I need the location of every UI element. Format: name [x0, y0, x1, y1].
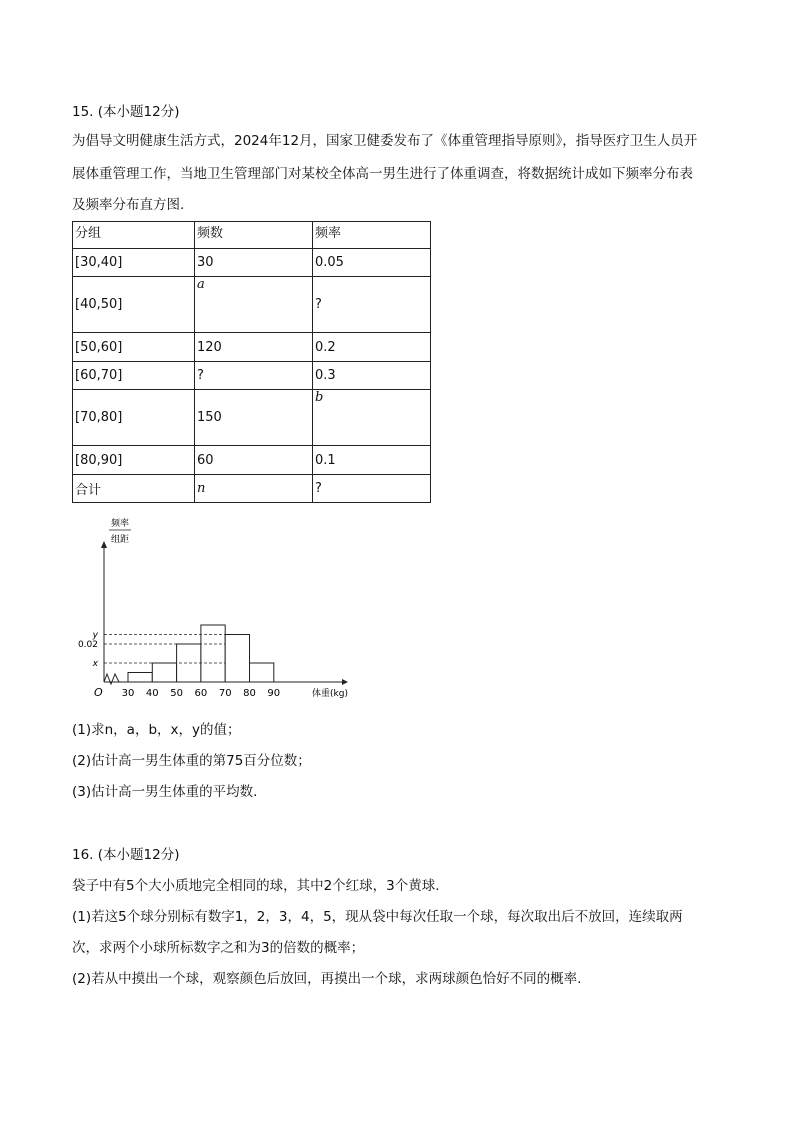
y-tick-label: y [92, 630, 98, 641]
table-row [73, 277, 431, 333]
q15-intro-line-3: 及频率分布直方图. [72, 197, 185, 213]
table-cell: 0.2 [313, 333, 431, 362]
table-cell: a [195, 277, 313, 333]
table-cell: 0.3 [313, 362, 431, 390]
q15-header: 15. (本小题12分) [72, 104, 180, 120]
table-cell: ? [313, 475, 431, 503]
table-cell: 30 [195, 249, 313, 277]
table-row [73, 249, 431, 277]
table-cell: 0.1 [313, 446, 431, 475]
table-cell: 0.05 [313, 249, 431, 277]
table-row [73, 362, 431, 390]
table-cell: [50,60] [73, 333, 195, 362]
table-row [73, 475, 431, 503]
table-cell: 120 [195, 333, 313, 362]
table-row [73, 390, 431, 446]
x-tick-label: 70 [218, 688, 232, 699]
table-cell: [80,90] [73, 446, 195, 475]
table-cell: 合计 [73, 475, 195, 503]
x-tick-label: 30 [121, 688, 135, 699]
histogram-bar [128, 673, 152, 683]
y-axis-arrow [101, 541, 107, 548]
x-axis-label: 体重(kg) [312, 689, 348, 699]
table-cell: [60,70] [73, 362, 195, 390]
table-row [73, 446, 431, 475]
table-cell: 150 [195, 390, 313, 446]
table-row [73, 333, 431, 362]
frequency-table [72, 221, 431, 503]
table-cell: n [195, 475, 313, 503]
table-cell: b [313, 390, 431, 446]
y-tick-label: 0.02 [77, 640, 98, 650]
table-cell: ? [313, 277, 431, 333]
q15-intro-line-1: 为倡导文明健康生活方式，2024年12月，国家卫健委发布了《体重管理指导原则》，指导医疗卫生人员开 [72, 133, 698, 149]
q16-line-1: 袋子中有5个大小质地完全相同的球，其中2个红球，3个黄球. [72, 878, 440, 894]
table-header-cell: 频率 [313, 222, 431, 249]
x-tick-label: 60 [194, 688, 208, 699]
table-cell: ? [195, 362, 313, 390]
table-cell: 60 [195, 446, 313, 475]
x-tick-label: 80 [243, 688, 256, 699]
table-header-cell: 频数 [195, 222, 313, 249]
q15-question-2: (2)估计高一男生体重的第75百分位数； [72, 753, 311, 769]
y-label-denominator: 组距 [110, 535, 130, 545]
q16-line-2: (1)若这5个球分别标有数字1，2，3，4，5，现从袋中每次任取一个球，每次取出后不放回，连续取两 [72, 909, 683, 925]
origin-label: O [94, 686, 103, 699]
q15-question-3: (3)估计高一男生体重的平均数. [72, 784, 258, 800]
q15-intro-line-2: 展体重管理工作，当地卫生管理部门对某校全体高一男生进行了体重调查，将数据统计成如下频率分布表 [72, 166, 693, 182]
x-axis-arrow [342, 679, 348, 685]
frequency-histogram [77, 514, 360, 709]
x-tick-label: 50 [170, 688, 183, 699]
q16-line-3: 次，求两个小球所标数字之和为3的倍数的概率； [72, 940, 365, 956]
x-tick-label: 40 [145, 688, 159, 699]
table-cell: [40,50] [73, 277, 195, 333]
table-header-cell: 分组 [73, 222, 195, 249]
table-header-row [73, 222, 431, 249]
histogram-bar [152, 663, 176, 682]
q15-question-1: (1)求n，a，b，x，y的值； [72, 722, 241, 738]
histogram-bar [250, 663, 274, 682]
table-cell: [30,40] [73, 249, 195, 277]
y-label-numerator: 频率 [110, 519, 130, 529]
q16-line-4: (2)若从中摸出一个球，观察颜色后放回，再摸出一个球，求两球颜色恰好不同的概率. [72, 971, 582, 987]
table-cell: [70,80] [73, 390, 195, 446]
x-tick-label: 90 [267, 688, 281, 699]
y-tick-label: x [92, 659, 98, 669]
q16-header: 16. (本小题12分) [72, 847, 180, 863]
histogram-bar [201, 625, 225, 682]
histogram-bar [225, 635, 249, 683]
